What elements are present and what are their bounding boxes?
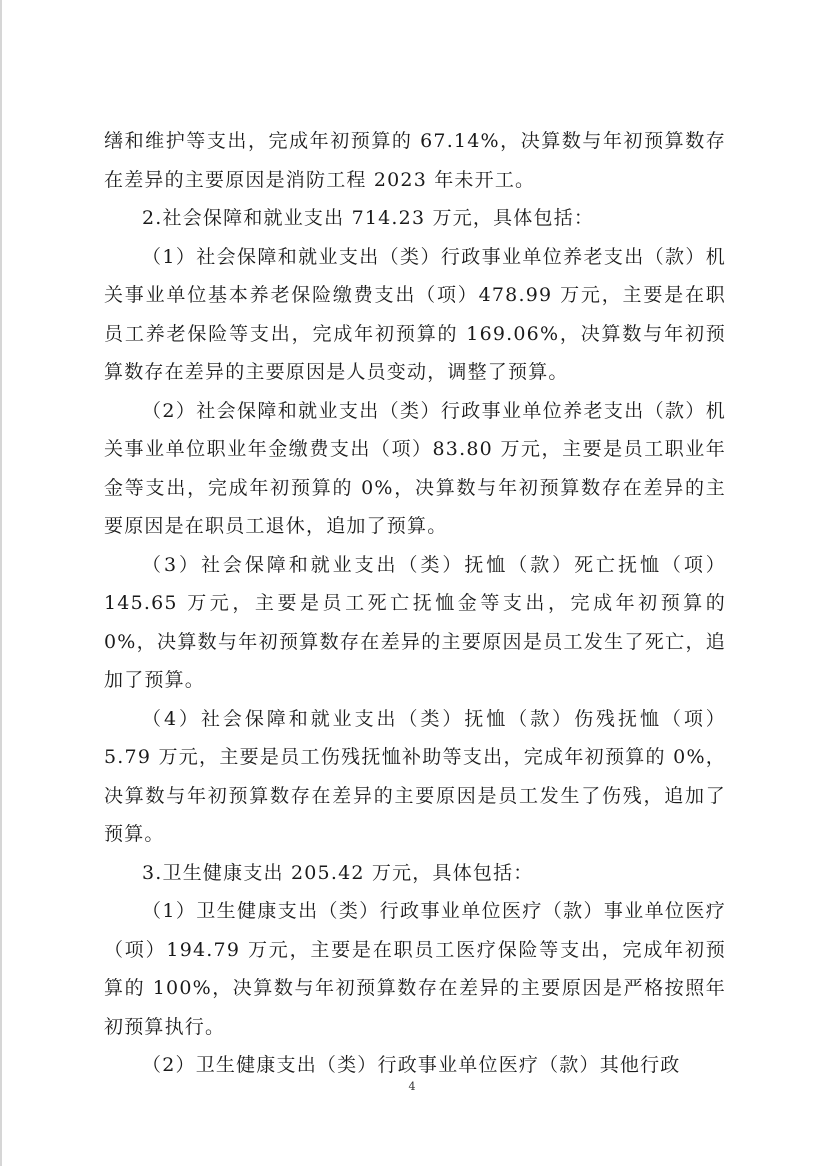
paragraph-item: （1）卫生健康支出（类）行政事业单位医疗（款）事业单位医疗（项）194.79 万元，主要是在职员工医疗保险等支出，完成年初预算的 100%，决算数与年初预算数存在差异的主要原因是严格按照年初预算执行。 xyxy=(104,900,726,1038)
document-body xyxy=(104,122,726,1085)
paragraph-item: （2）卫生健康支出（类）行政事业单位医疗（款）其他行政 xyxy=(142,1054,681,1076)
paragraph-item: （3）社会保障和就业支出（类）抚恤（款）死亡抚恤（项）145.65 万元，主要是员工死亡抚恤金等支出，完成年初预算的 0%，决算数与年初预算数存在差异的主要原因是员工发生了死亡，追加了预算。 xyxy=(104,553,726,691)
paragraph-item: （1）社会保障和就业支出（类）行政事业单位养老支出（款）机关事业单位基本养老保险缴费支出（项）478.99 万元，主要是在职员工养老保险等支出，完成年初预算的 169.06%，决算数与年初预算数存在差异的主要原因是人员变动，调整了预算。 xyxy=(104,245,726,383)
page-edge-divider xyxy=(0,0,2,1166)
section-heading-social-security: 2.社会保障和就业支出 714.23 万元，具体包括： xyxy=(142,207,595,229)
paragraph-continuation: 缮和维护等支出，完成年初预算的 67.14%，决算数与年初预算数存在差异的主要原因是消防工程 2023 年未开工。 xyxy=(104,130,726,191)
paragraph-item: （2）社会保障和就业支出（类）行政事业单位养老支出（款）机关事业单位职业年金缴费支出（项）83.80 万元，主要是员工职业年金等支出，完成年初预算的 0%，决算数与年初预算数存在差异的主要原因是在职员工退休，追加了预算。 xyxy=(104,399,726,537)
paragraph-item: （4）社会保障和就业支出（类）抚恤（款）伤残抚恤（项）5.79 万元，主要是员工伤残抚恤补助等支出，完成年初预算的 0%，决算数与年初预算数存在差异的主要原因是员工发生了伤残，追加了预算。 xyxy=(104,707,726,845)
section-heading-health: 3.卫生健康支出 205.42 万元，具体包括： xyxy=(142,861,534,884)
page-number: 4 xyxy=(408,1080,416,1093)
